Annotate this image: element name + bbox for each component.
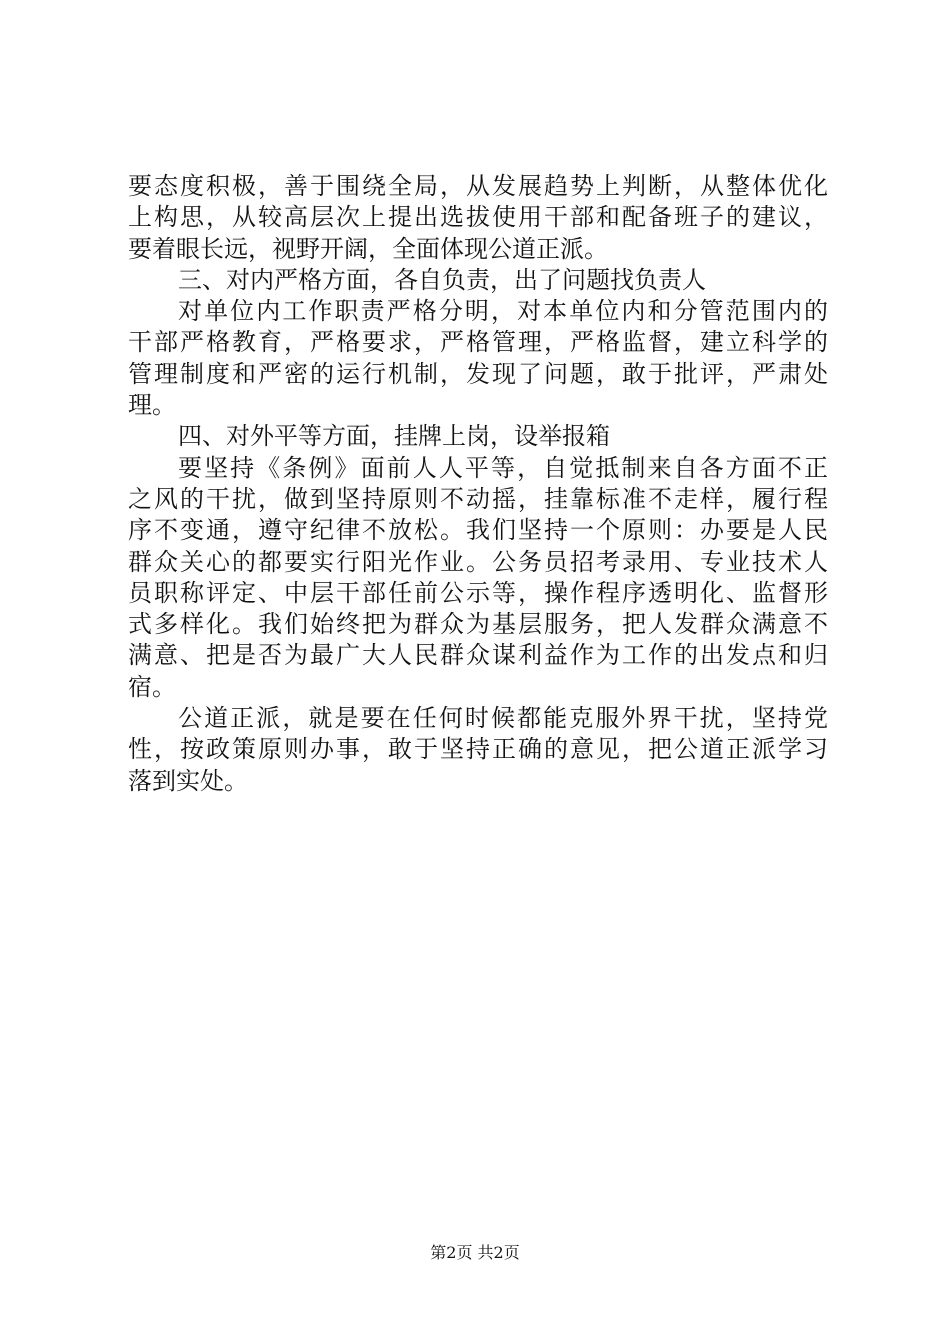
text-line: 上构思，从较高层次上提出选拔使用干部和配备班子的建议， [128,203,828,232]
text-line: 性，按政策原则办事，敢于坚持正确的意见，把公道正派学习 [128,735,828,764]
text-line: 序不变通，遵守纪律不放松。我们坚持一个原则：办要是人民 [128,516,828,545]
text-line: 要态度积极，善于围绕全局，从发展趋势上判断，从整体优化 [128,172,828,200]
text-line: 式多样化。我们始终把为群众为基层服务，把人发群众满意不 [128,610,828,639]
section-heading: 四、对外平等方面，挂牌上岗，设举报箱 [178,422,610,451]
page-number: 第2页 共2页 [430,1243,520,1262]
document-body [128,171,828,797]
text-line: 满意、把是否为最广大人民群众谋利益作为工作的出发点和归 [128,641,828,670]
text-line: 之风的干扰，做到坚持原则不动摇，挂靠标准不走样，履行程 [128,484,828,513]
text-line: 对单位内工作职责严格分明，对本单位内和分管范围内的 [178,297,828,326]
text-line: 干部严格教育，严格要求，严格管理，严格监督，建立科学的 [128,328,828,357]
text-line: 理。 [128,391,176,420]
text-line: 群众关心的都要实行阳光作业。公务员招考录用、专业技术人 [128,547,828,576]
section-heading: 三、对内严格方面，各自负责，出了问题找负责人 [178,265,706,294]
text-line: 管理制度和严密的运行机制，发现了问题，敢于批评，严肃处 [128,359,828,388]
text-line: 公道正派，就是要在任何时候都能克服外界干扰，坚持党 [178,704,828,733]
text-line: 要坚持《条例》面前人人平等，自觉抵制来自各方面不正 [178,453,828,482]
page-footer [0,1241,950,1265]
text-line: 宿。 [128,672,176,701]
text-line: 落到实处。 [128,766,248,795]
text-line: 员职称评定、中层干部任前公示等，操作程序透明化、监督形 [128,578,828,607]
text-line: 要着眼长远，视野开阔，全面体现公道正派。 [128,234,608,263]
